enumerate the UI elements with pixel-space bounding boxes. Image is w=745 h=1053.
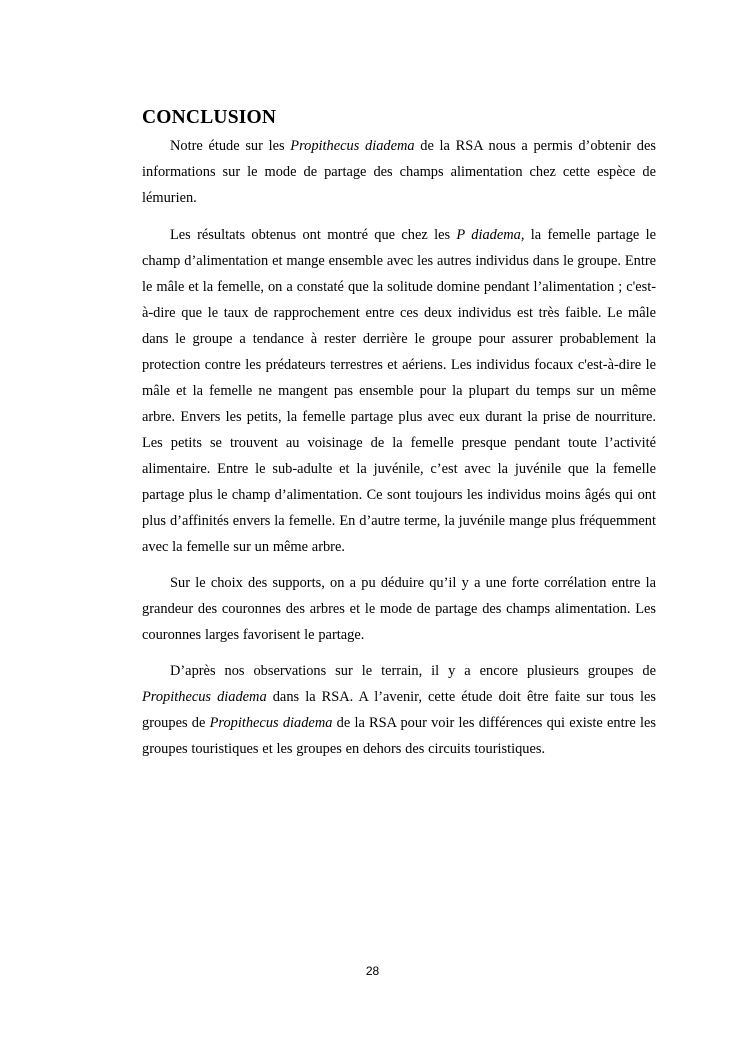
paragraph-results bbox=[142, 222, 656, 560]
paragraph-outlook bbox=[142, 658, 656, 762]
page-number: 28 bbox=[365, 964, 380, 978]
species-abbrev-italic: P diadema, bbox=[456, 227, 525, 243]
paragraph-supports-text: Sur le choix des supports, on a pu déduire qu’il y a une forte corrélation entre la grandeur des couronnes des arbres et le mode de partage des champs alimentation. Les couronnes larges favorisent le partage. bbox=[142, 575, 656, 643]
paragraph-intro-text-1: Notre étude sur les bbox=[170, 138, 291, 154]
paragraph-results-text-2: la femelle partage le champ d’alimentation et mange ensemble avec les autres individus dans le groupe. Entre le mâle et la femelle, on a constaté que la solitude domine pendant l’alimentation ; c'est-à-dire que le taux de rapprochement entre ces deux individus est très faible. Le mâle dans le groupe a tendance à rester derrière le groupe pour assurer probablement la protection contre les prédateurs terrestres et aériens. Les individus focaux c'est-à-dire le mâle et la femelle ne mangent pas ensemble pour la plupart du temps sur un même arbre. Envers les petits, la femelle partage plus avec eux durant la prise de nourriture. Les petits se trouvent au voisinage de la femelle presque pendant toute l’activité alimentaire. Entre le sub-adulte et la juvénile, c’est avec la juvénile que la femelle partage plus le champ d’alimentation. Ce sont toujours les individus moins âgés qui ont plus d’affinités envers la femelle. En d’autre terme, la juvénile mange plus fréquemment avec la femelle sur un même arbre. bbox=[142, 227, 656, 555]
species-name-italic-3: Propithecus diadema bbox=[209, 715, 333, 731]
paragraph-intro bbox=[142, 133, 656, 211]
paragraph-results-text-1: Les résultats obtenus ont montré que chez les bbox=[170, 227, 457, 243]
species-name-italic-2: Propithecus diadema bbox=[142, 689, 267, 705]
paragraph-supports bbox=[142, 570, 656, 648]
species-name-italic: Propithecus diadema bbox=[290, 138, 415, 154]
paragraph-outlook-text-2: dans la RSA. A l’avenir, cette étude doit être faite sur tous les groupes de bbox=[142, 689, 656, 731]
paragraph-outlook-text-1: D’après nos observations sur le terrain, il y a encore plusieurs groupes de bbox=[170, 663, 656, 679]
paragraph-outlook-text-3: de la RSA pour voir les différences qui existe entre les groupes touristiques et les groupes en dehors des circuits touristiques. bbox=[142, 715, 656, 757]
paragraph-intro-text-2: de la RSA nous a permis d’obtenir des informations sur le mode de partage des champs alimentation chez cette espèce de lémurien. bbox=[142, 138, 656, 206]
section-heading: CONCLUSION bbox=[142, 107, 277, 128]
document-page bbox=[142, 104, 656, 772]
